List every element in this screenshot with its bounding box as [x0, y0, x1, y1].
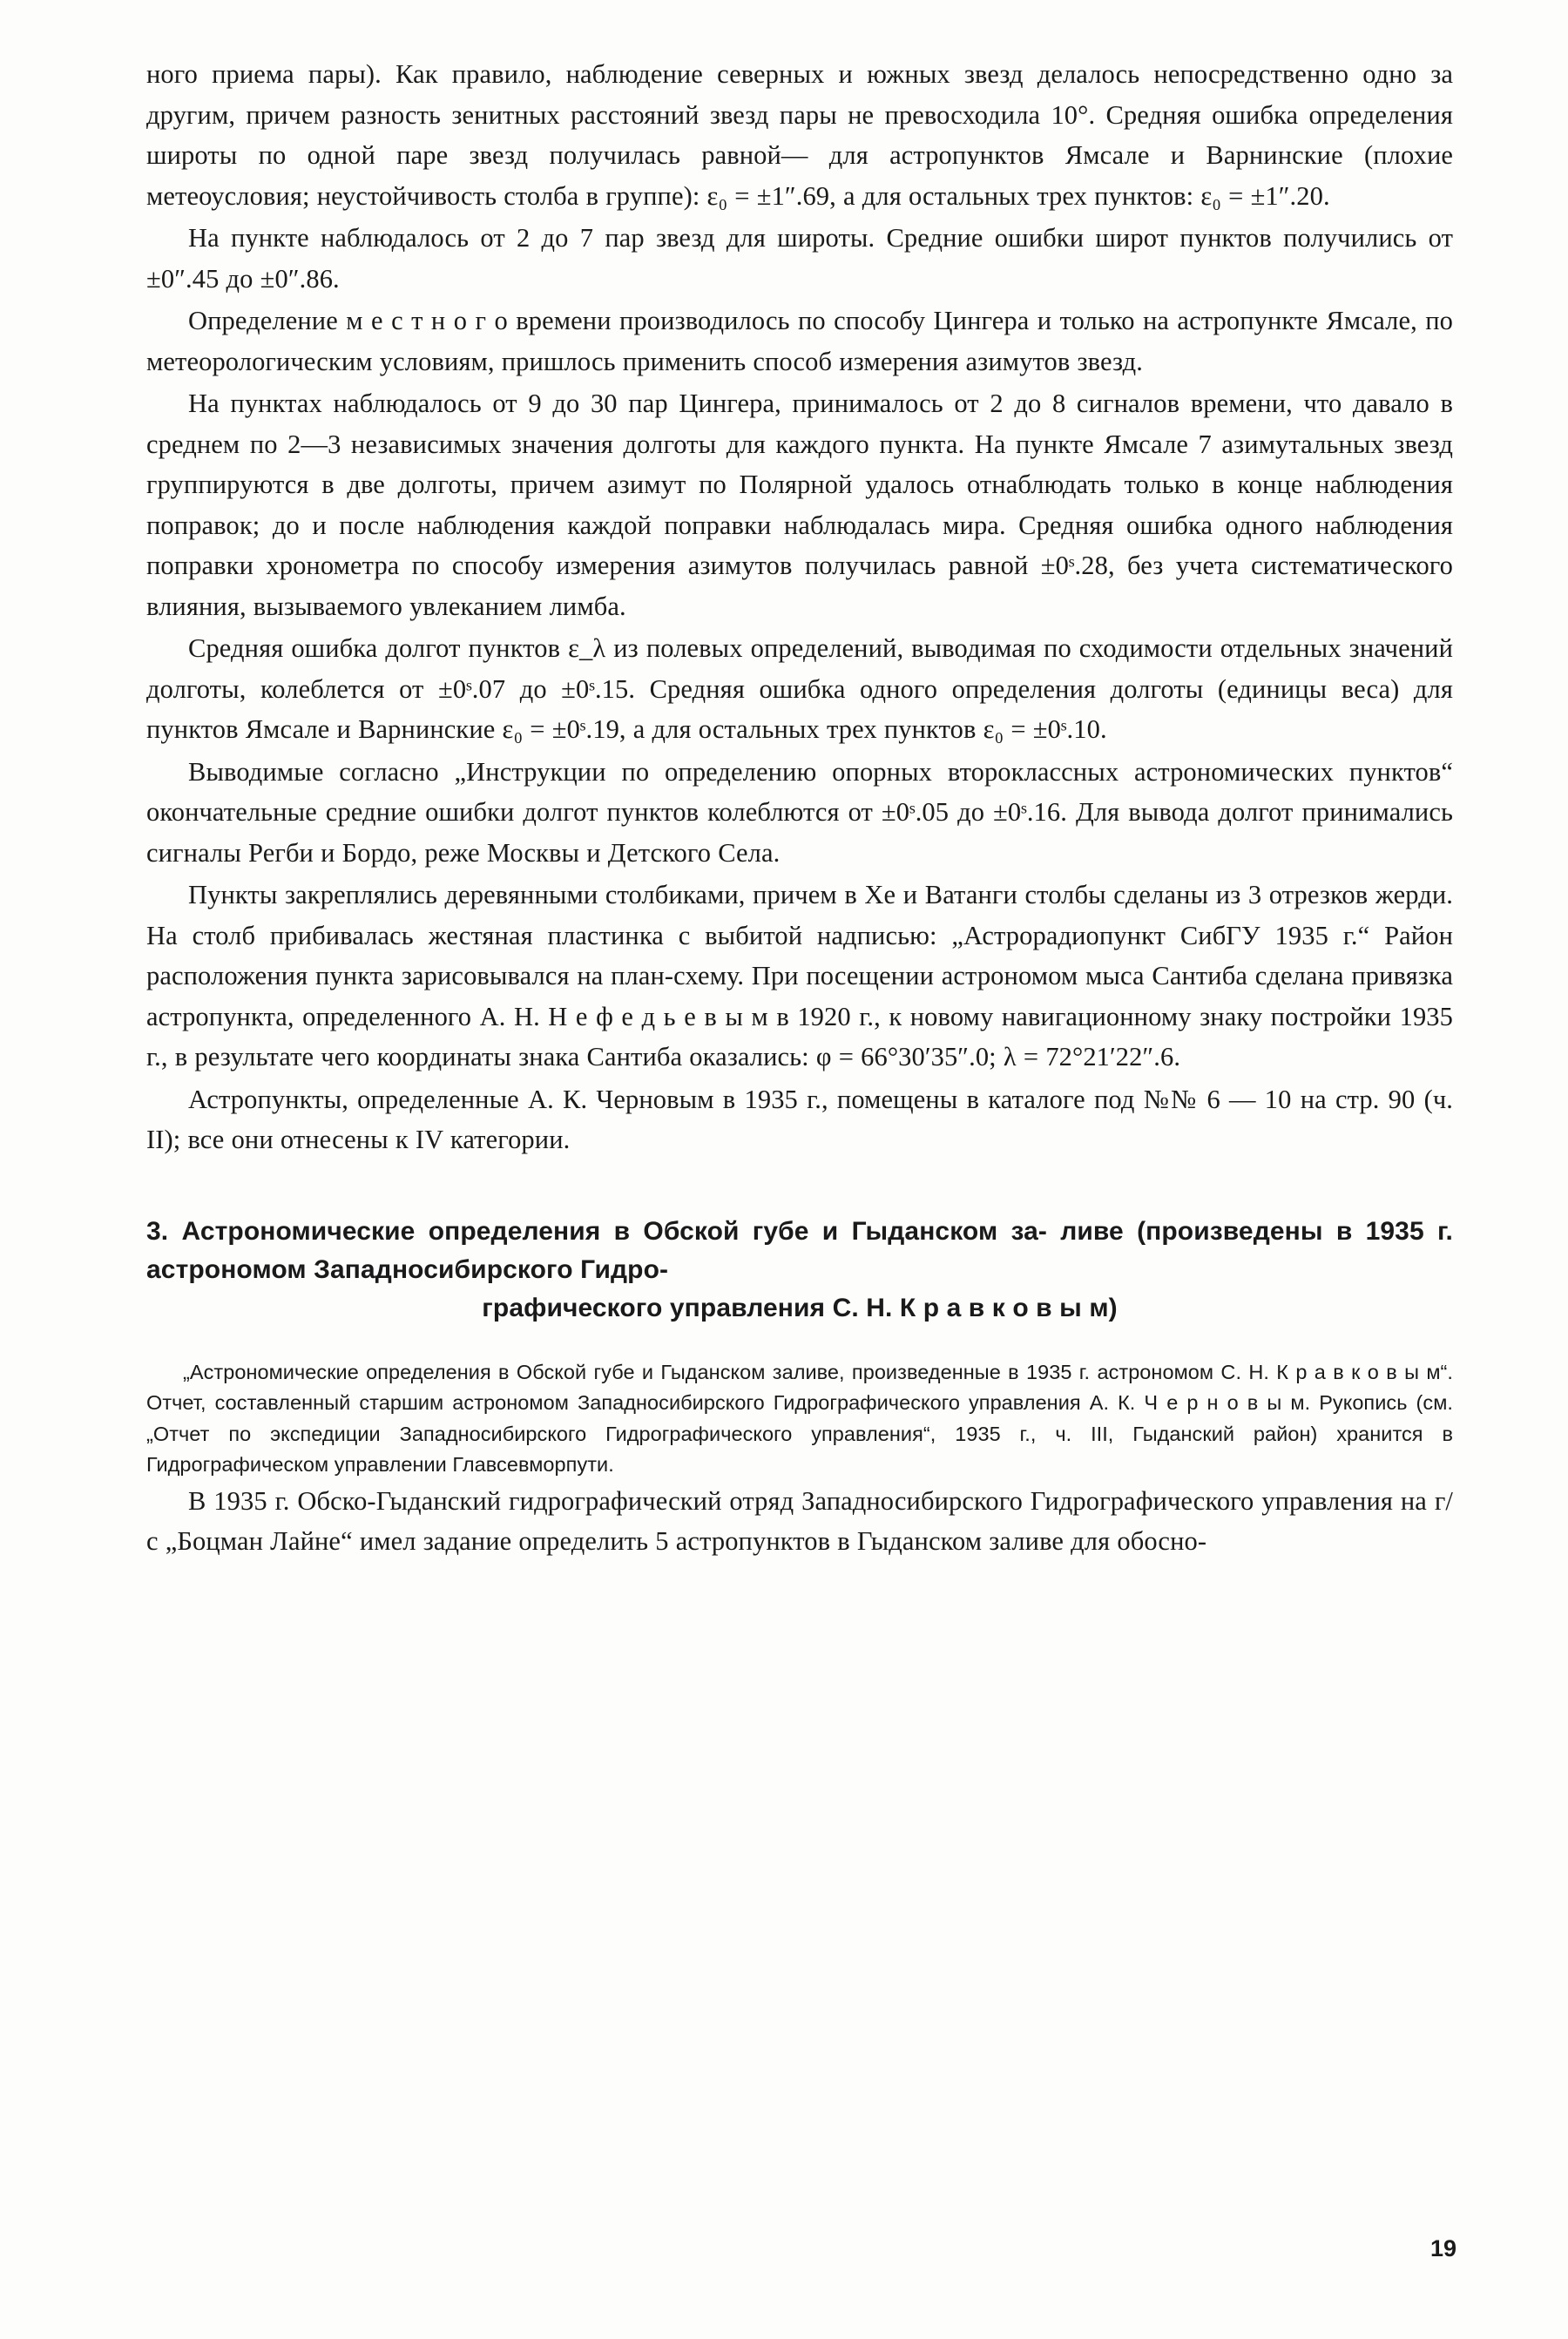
section-heading-line-1: 3. Астрономические определения в Обской губе и Гыданском за-: [146, 1216, 1047, 1246]
page-number: 19: [1429, 2235, 1456, 2261]
paragraph: На пункте наблюдалось от 2 до 7 пар звезд для широты. Средние ошибки широт пунктов получились от ±0″.45 до ±0″.86.: [146, 223, 1453, 294]
paragraph: Определение м е с т н о г о времени производилось по способу Цингера и только на астропункте Ямсале, по метеорологическим условиям, пришлось применить способ измерения азимутов звезд.: [146, 306, 1453, 376]
page-content: [146, 54, 1453, 1562]
footnote-text: „Астрономические определения в Обской губе и Гыданском заливе, произведенные в 1935 г. астрономом С. Н. К р а в к о в ы м“. Отчет, составленный старшим астрономом Западносибирского Гидрографического управления А. К. Ч е р н о в ы м. Рукопись (см. „Отчет по экспедиции Западносибирского Гидрографического управления“, 1935 г., ч. III, Гыданский район) хранится в Гидрографическом управлении Главсевморпути.: [146, 1360, 1453, 1476]
section-heading: [146, 1213, 1453, 1328]
paragraph: Выводимые согласно „Инструкции по определению опорных второклассных астрономических пунктов“ окончательные средние ошибки долгот пунктов колеблются от ±0ˢ.05 до ±0ˢ.16. Для вывода долгот принимались сигналы Регби и Бордо, реже Москвы и Детского Села.: [146, 756, 1453, 868]
paragraph: Средняя ошибка долгот пунктов ε_λ из полевых определений, выводимая по сходимости отдельных значений долготы, колеблется от ±0ˢ.07 до ±0ˢ.15. Средняя ошибка одного определения долготы (единицы веса) для пунктов Ямсале и Варнинские ε₀ = ±0ˢ.19, а для остальных трех пунктов ε₀ = ±0ˢ.10.: [146, 633, 1453, 744]
paragraph: На пунктах наблюдалось от 9 до 30 пар Цингера, принималось от 2 до 8 сигналов времени, что давало в среднем по 2—3 независимых значения долготы для каждого пункта. На пункте Ямсале 7 азимутальных звезд группируются в две долготы, причем азимут по Полярной удалось отнаблюдать только в конце наблюдения поправок; до и после наблюдения каждой поправки наблюдалась мира. Средняя ошибка одного наблюдения поправки хронометра по способу измерения азимутов получилась равной ±0ˢ.28, без учета систематического влияния, вызываемого увлеканием лимба.: [146, 389, 1453, 621]
paragraph: Астропункты, определенные А. К. Черновым в 1935 г., помещены в каталоге под №№ 6 — 10 на стр. 90 (ч. II); все они отнесены к IV категории.: [146, 1084, 1453, 1154]
closing-paragraph: В 1935 г. Обско-Гыданский гидрографический отряд Западносибирского Гидрографического управления на г/с „Боцман Лайне“ имел задание определить 5 астропунктов в Гыданском заливе для обосно-: [146, 1485, 1453, 1556]
footnote: [146, 1357, 1453, 1481]
paragraph: ного приема пары). Как правило, наблюдение северных и южных звезд делалось непосредственно одно за другим, причем разность зенитных расстояний звезд пары не превосходила 10°. Средняя ошибка определения широты по одной паре звезд получилась равной— для астропунктов Ямсале и Варнинские (плохие метеоусловия; неустойчивость столба в группе): ε₀ = ±1″.69, а для остальных трех пунктов: ε₀ = ±1″.20.: [146, 59, 1453, 211]
paragraph: Пункты закреплялись деревянными столбиками, причем в Хе и Ватанги столбы сделаны из 3 отрезков жерди. На столб прибивалась жестяная пластинка с выбитой надписью: „Астрорадиопункт СибГУ 1935 г.“ Район расположения пункта зарисовывался на план-схему. При посещении астрономом мыса Сантиба сделана привязка астропункта, определенного А. Н. Н е ф е д ь е в ы м в 1920 г., к новому навигационному знаку постройки 1935 г., в результате чего координаты знака Сантиба оказались: φ = 66°30′35″.0; λ = 72°21′22″.6.: [146, 880, 1453, 1071]
section-heading-line-2: ливе (произведены в 1935 г. астрономом Западносибирского Гидро-: [146, 1216, 1453, 1284]
section-heading-line-3: графического управления С. Н. К р а в к о в ы м): [482, 1293, 1118, 1322]
